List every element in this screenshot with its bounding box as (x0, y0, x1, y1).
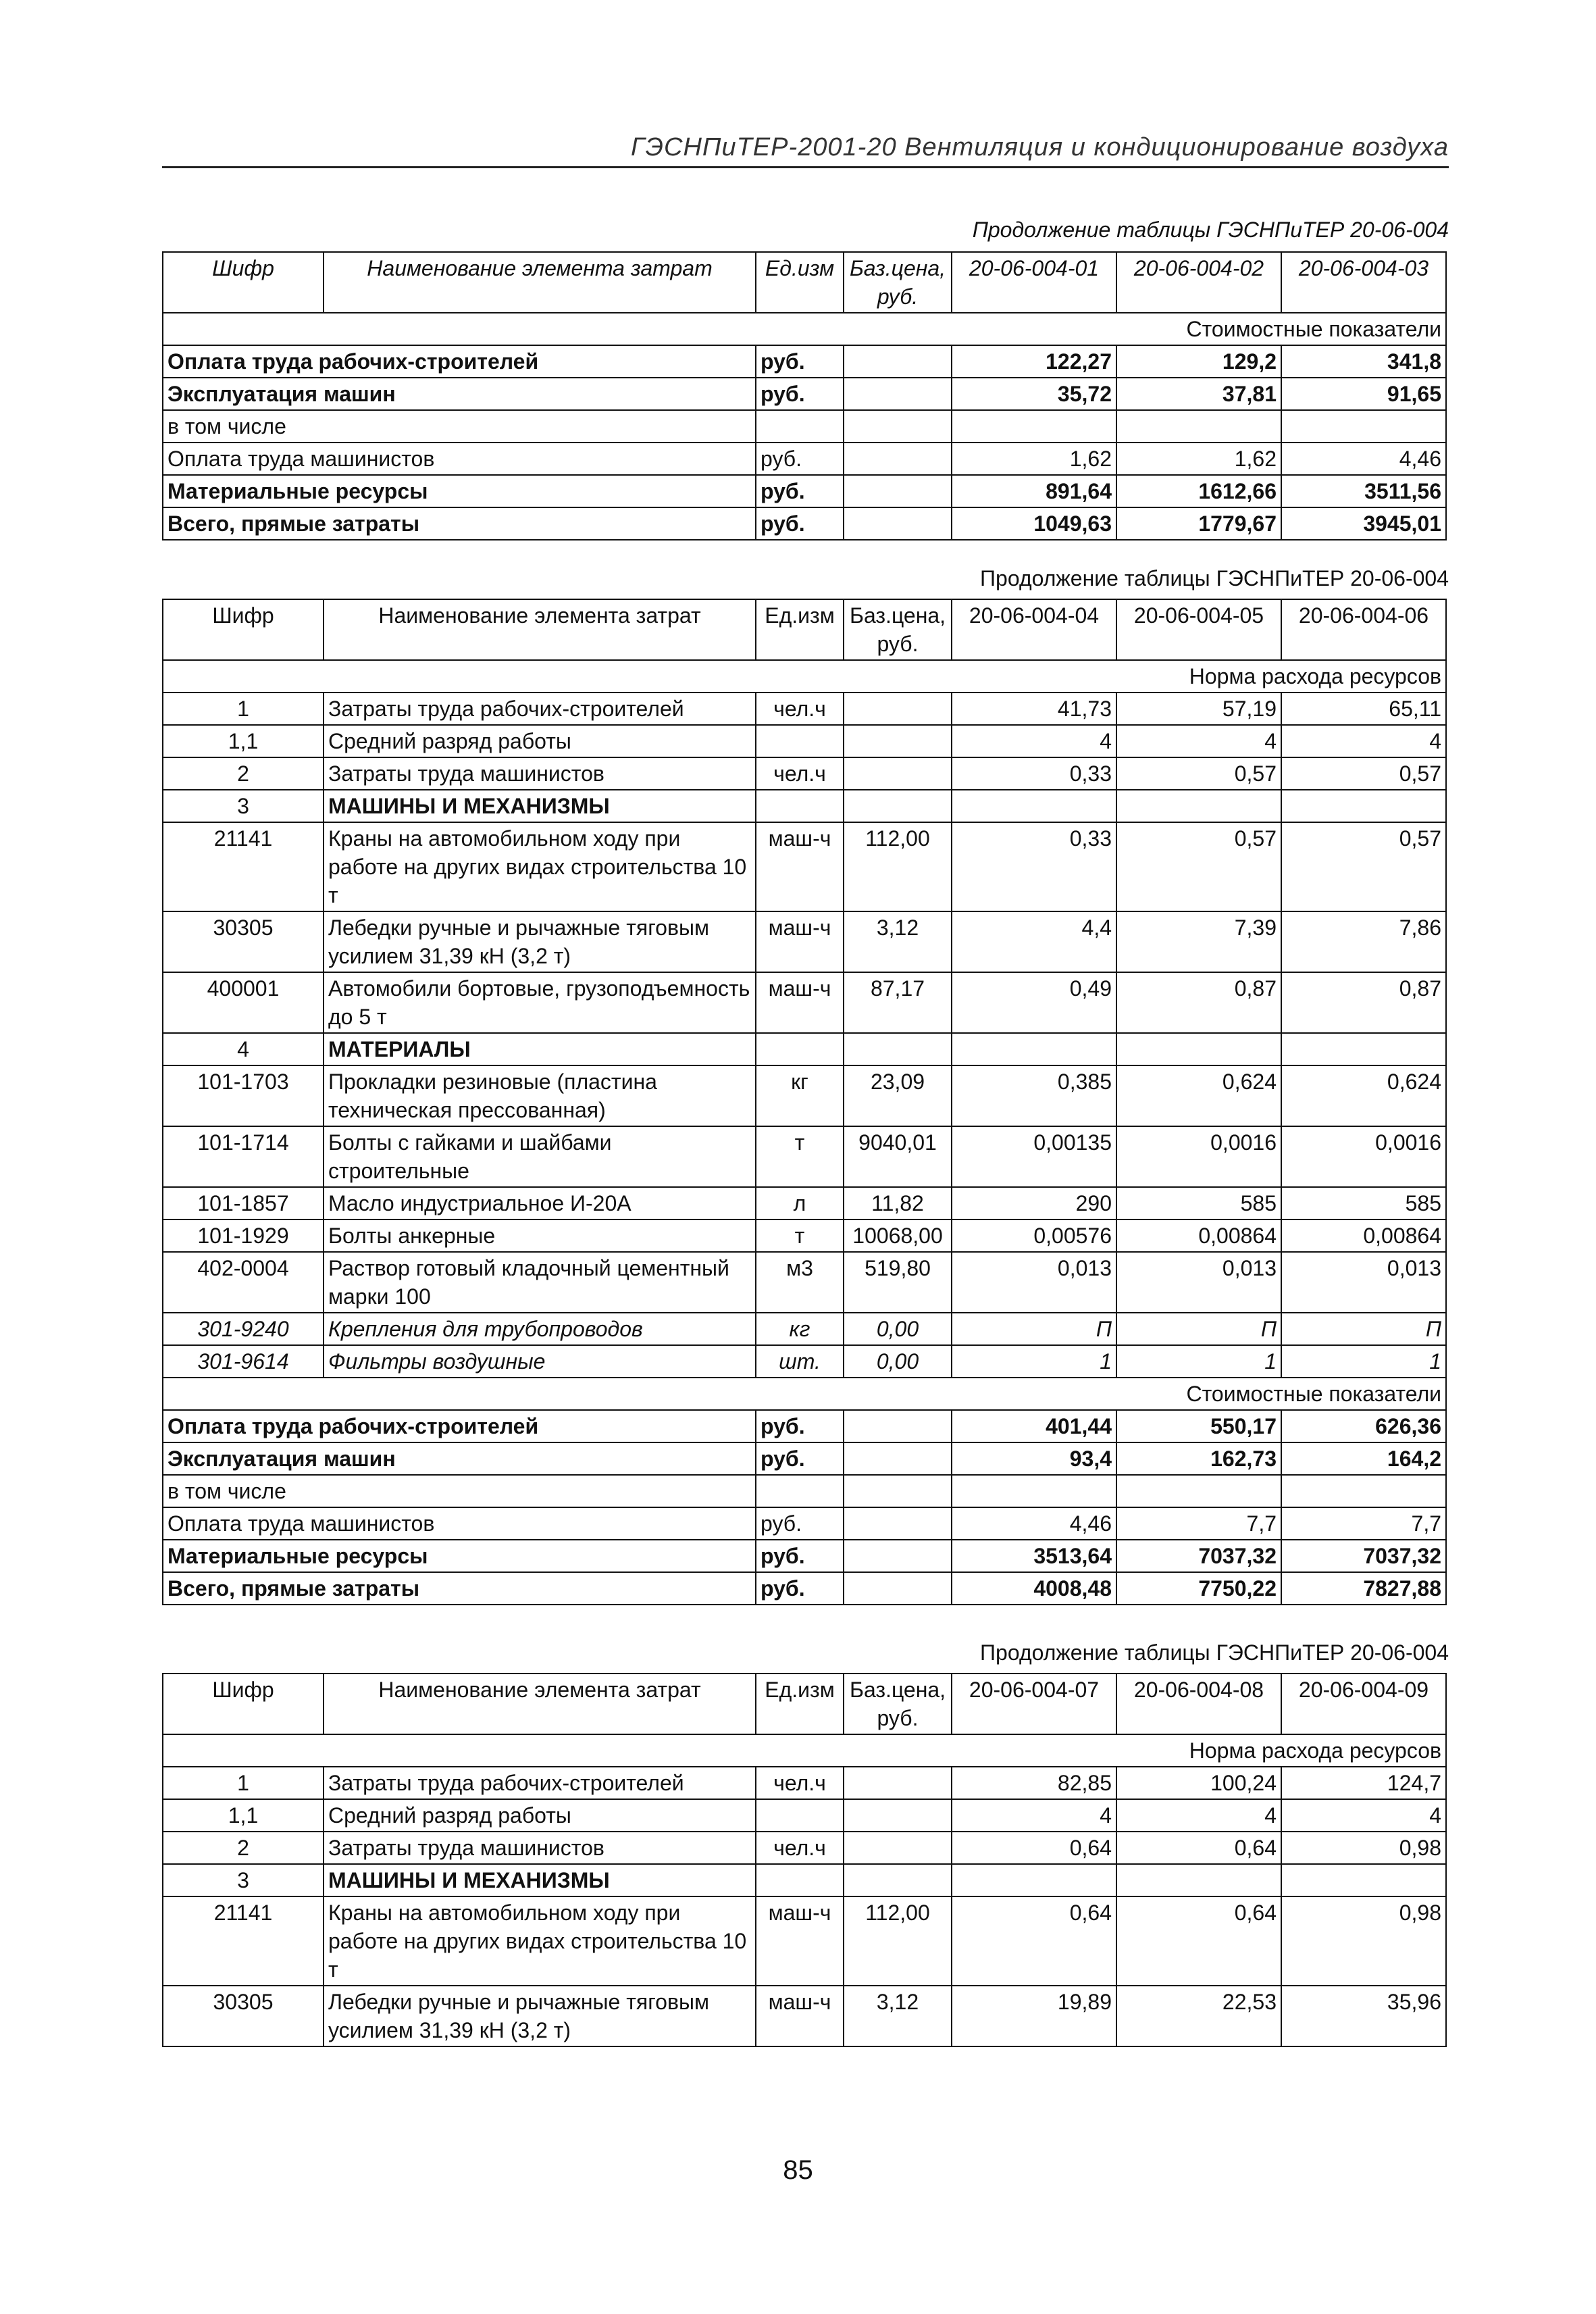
resource-code: 402-0004 (163, 1252, 324, 1313)
cost-unit: руб. (756, 345, 844, 378)
resource-value: 0,013 (952, 1252, 1116, 1313)
resource-unit: чел.ч (756, 1767, 844, 1799)
cost-name: Оплата труда машинистов (163, 443, 756, 475)
cost-price (844, 345, 952, 378)
resource-code: 101-1857 (163, 1187, 324, 1219)
cost-value: 1779,67 (1116, 507, 1281, 540)
cost-unit: руб. (756, 1572, 844, 1605)
header-cell: 20-06-004-01 (952, 252, 1116, 313)
resource-row (163, 1065, 1446, 1126)
cost-row (163, 378, 1446, 410)
resource-value: 0,64 (952, 1832, 1116, 1864)
resource-value: 82,85 (952, 1767, 1116, 1799)
resource-value: 0,57 (1281, 822, 1446, 911)
resource-unit: т (756, 1219, 844, 1252)
resource-value: 0,33 (952, 822, 1116, 911)
resource-value: 0,98 (1281, 1832, 1446, 1864)
resource-row (163, 1864, 1446, 1896)
cost-unit: руб. (756, 378, 844, 410)
cost-row (163, 1475, 1446, 1507)
norm-label: Норма расхода ресурсов (163, 660, 1446, 693)
header-cell: Ед.изм (756, 1674, 844, 1734)
cost-value: 3513,64 (952, 1540, 1116, 1572)
resource-unit: м3 (756, 1252, 844, 1313)
page-number: 85 (783, 2155, 813, 2185)
resource-unit (756, 725, 844, 757)
cost-value: 37,81 (1116, 378, 1281, 410)
header-cell: Ед.изм (756, 599, 844, 660)
resource-row (163, 1219, 1446, 1252)
header-cell: Баз.цена, руб. (844, 1674, 952, 1734)
resource-code: 2 (163, 757, 324, 790)
resource-row (163, 822, 1446, 911)
cost-name: Всего, прямые затраты (163, 507, 756, 540)
resource-value: 0,0016 (1281, 1126, 1446, 1187)
cost-price (844, 443, 952, 475)
cost-value: 891,64 (952, 475, 1116, 507)
resource-unit: шт. (756, 1345, 844, 1378)
resource-name: Средний разряд работы (324, 725, 756, 757)
resource-value: 0,624 (1281, 1065, 1446, 1126)
norm-label: Норма расхода ресурсов (163, 1734, 1446, 1767)
resource-code: 30305 (163, 1986, 324, 2046)
header-cell: 20-06-004-09 (1281, 1674, 1446, 1734)
resource-name: Затраты труда рабочих-строителей (324, 693, 756, 725)
resource-name: Затраты труда машинистов (324, 1832, 756, 1864)
resource-unit (756, 1799, 844, 1832)
resource-unit: кг (756, 1065, 844, 1126)
resource-name: Лебедки ручные и рычажные тяговым усилием 31,39 кН (3,2 т) (324, 1986, 756, 2046)
cost-value: 3945,01 (1281, 507, 1446, 540)
table-header-row (163, 1674, 1446, 1734)
resource-value (1116, 1864, 1281, 1896)
cost-price (844, 1442, 952, 1475)
table2-resources (163, 693, 1446, 1378)
cost-value: 162,73 (1116, 1442, 1281, 1475)
resource-name: Прокладки резиновые (пластина техническая прессованная) (324, 1065, 756, 1126)
resource-name: Средний разряд работы (324, 1799, 756, 1832)
resource-value: 0,00864 (1281, 1219, 1446, 1252)
resource-name: Лебедки ручные и рычажные тяговым усилием 31,39 кН (3,2 т) (324, 911, 756, 972)
resource-code: 21141 (163, 1896, 324, 1986)
cost-value (952, 410, 1116, 443)
cost-value: 91,65 (1281, 378, 1446, 410)
cost-name: в том числе (163, 410, 756, 443)
resource-unit: маш-ч (756, 822, 844, 911)
resource-name: Масло индустриальное И-20А (324, 1187, 756, 1219)
resource-row (163, 1832, 1446, 1864)
resource-value: 4 (952, 1799, 1116, 1832)
resource-row (163, 693, 1446, 725)
running-header (162, 127, 1449, 168)
resource-code: 1 (163, 1767, 324, 1799)
resource-value: 1 (1116, 1345, 1281, 1378)
resource-value: 0,624 (1116, 1065, 1281, 1126)
cost-row (163, 1410, 1446, 1442)
resource-value (952, 1033, 1116, 1065)
cost-unit: руб. (756, 1410, 844, 1442)
resource-price (844, 790, 952, 822)
cost-value: 4,46 (952, 1507, 1116, 1540)
cost-value: 164,2 (1281, 1442, 1446, 1475)
resource-name: Фильтры воздушные (324, 1345, 756, 1378)
cost-value: 626,36 (1281, 1410, 1446, 1442)
resource-row (163, 1187, 1446, 1219)
resource-code: 301-9614 (163, 1345, 324, 1378)
cost-table-1 (162, 251, 1447, 540)
cost-row (163, 1572, 1446, 1605)
cost-value (1281, 410, 1446, 443)
cost-price (844, 1507, 952, 1540)
resource-name: Болты с гайками и шайбами строительные (324, 1126, 756, 1187)
cost-value: 1612,66 (1116, 475, 1281, 507)
resource-value: 0,00576 (952, 1219, 1116, 1252)
resource-value: 0,0016 (1116, 1126, 1281, 1187)
resource-code: 3 (163, 1864, 324, 1896)
resource-row (163, 725, 1446, 757)
resource-code: 101-1703 (163, 1065, 324, 1126)
resource-price (844, 1767, 952, 1799)
cost-value (1116, 1475, 1281, 1507)
table3-resources (163, 1767, 1446, 2046)
resource-unit: т (756, 1126, 844, 1187)
resource-value: 41,73 (952, 693, 1116, 725)
cost-name: Эксплуатация машин (163, 1442, 756, 1475)
cost-name: Оплата труда рабочих-строителей (163, 345, 756, 378)
cost-value: 35,72 (952, 378, 1116, 410)
resource-table-3 (162, 1673, 1447, 2047)
cost-unit: руб. (756, 443, 844, 475)
resource-value (1116, 1033, 1281, 1065)
cost-value: 7,7 (1281, 1507, 1446, 1540)
cost-value: 7750,22 (1116, 1572, 1281, 1605)
resource-name: МАТЕРИАЛЫ (324, 1033, 756, 1065)
section-row (163, 313, 1446, 345)
resource-table-2 (162, 599, 1447, 1605)
cost-price (844, 1410, 952, 1442)
cost-value: 341,8 (1281, 345, 1446, 378)
resource-price: 519,80 (844, 1252, 952, 1313)
cost-unit: руб. (756, 1442, 844, 1475)
resource-value: 57,19 (1116, 693, 1281, 725)
resource-price (844, 693, 952, 725)
resource-value: 35,96 (1281, 1986, 1446, 2046)
resource-value: 65,11 (1281, 693, 1446, 725)
resource-code: 1 (163, 693, 324, 725)
section-row (163, 1378, 1446, 1410)
resource-unit: чел.ч (756, 757, 844, 790)
header-cell: 20-06-004-03 (1281, 252, 1446, 313)
resource-value: 585 (1116, 1187, 1281, 1219)
resource-row (163, 972, 1446, 1033)
resource-row (163, 1252, 1446, 1313)
resource-name: Автомобили бортовые, грузоподъемность до 5 т (324, 972, 756, 1033)
cost-price (844, 410, 952, 443)
resource-code: 30305 (163, 911, 324, 972)
resource-row (163, 1767, 1446, 1799)
resource-name: Затраты труда рабочих-строителей (324, 1767, 756, 1799)
resource-value: 0,49 (952, 972, 1116, 1033)
resource-unit (756, 1864, 844, 1896)
resource-value: 4 (1281, 725, 1446, 757)
resource-price: 112,00 (844, 1896, 952, 1986)
cost-value: 4,46 (1281, 443, 1446, 475)
resource-value: 0,57 (1116, 757, 1281, 790)
running-header-text: ГЭСНПиТЕР-2001-20 Вентиляция и кондиционирование воздуха (630, 133, 1449, 161)
resource-value (952, 790, 1116, 822)
header-cell: Наименование элемента затрат (324, 1674, 756, 1734)
cost-name: в том числе (163, 1475, 756, 1507)
resource-price: 87,17 (844, 972, 952, 1033)
resource-name: Болты анкерные (324, 1219, 756, 1252)
resource-code: 101-1714 (163, 1126, 324, 1187)
cost-name: Материальные ресурсы (163, 475, 756, 507)
resource-value: 7,39 (1116, 911, 1281, 972)
resource-value: 0,57 (1116, 822, 1281, 911)
cost-name: Эксплуатация машин (163, 378, 756, 410)
table1-continuation: Продолжение таблицы ГЭСНПиТЕР 20-06-004 (972, 218, 1449, 242)
resource-value: 0,385 (952, 1065, 1116, 1126)
resource-value (952, 1864, 1116, 1896)
cost-value: 93,4 (952, 1442, 1116, 1475)
resource-price: 3,12 (844, 911, 952, 972)
cost-row (163, 1540, 1446, 1572)
resource-value: 7,86 (1281, 911, 1446, 972)
resource-code: 1,1 (163, 725, 324, 757)
resource-code: 400001 (163, 972, 324, 1033)
resource-row (163, 1033, 1446, 1065)
cost-name: Оплата труда рабочих-строителей (163, 1410, 756, 1442)
resource-value: 0,64 (1116, 1832, 1281, 1864)
resource-value: 4 (1116, 725, 1281, 757)
resource-value: 0,57 (1281, 757, 1446, 790)
resource-value: 22,53 (1116, 1986, 1281, 2046)
resource-value: 4 (952, 725, 1116, 757)
cost-value: 129,2 (1116, 345, 1281, 378)
cost-value: 7037,32 (1281, 1540, 1446, 1572)
cost-value (952, 1475, 1116, 1507)
resource-unit (756, 790, 844, 822)
resource-price (844, 1864, 952, 1896)
resource-price: 10068,00 (844, 1219, 952, 1252)
resource-code: 1,1 (163, 1799, 324, 1832)
header-cell: Ед.изм (756, 252, 844, 313)
resource-value (1281, 790, 1446, 822)
header-cell: 20-06-004-07 (952, 1674, 1116, 1734)
cost-value: 1049,63 (952, 507, 1116, 540)
cost-unit: руб. (756, 1507, 844, 1540)
header-cell: 20-06-004-02 (1116, 252, 1281, 313)
table3-continuation: Продолжение таблицы ГЭСНПиТЕР 20-06-004 (980, 1640, 1449, 1665)
resource-value: 0,013 (1116, 1252, 1281, 1313)
resource-price (844, 1832, 952, 1864)
resource-row (163, 757, 1446, 790)
resource-value: 290 (952, 1187, 1116, 1219)
cost-value: 7827,88 (1281, 1572, 1446, 1605)
cost-name: Всего, прямые затраты (163, 1572, 756, 1605)
header-cell: 20-06-004-05 (1116, 599, 1281, 660)
resource-code: 101-1929 (163, 1219, 324, 1252)
table1-body (163, 345, 1446, 540)
cost-value: 550,17 (1116, 1410, 1281, 1442)
resource-code: 301-9240 (163, 1313, 324, 1345)
resource-unit: чел.ч (756, 1832, 844, 1864)
cost-row (163, 410, 1446, 443)
header-cell: Наименование элемента затрат (324, 252, 756, 313)
resource-row (163, 790, 1446, 822)
resource-value: П (952, 1313, 1116, 1345)
cost-value (1116, 410, 1281, 443)
resource-value: 19,89 (952, 1986, 1116, 2046)
resource-value: 0,64 (1116, 1896, 1281, 1986)
resource-value: 0,33 (952, 757, 1116, 790)
cost-price (844, 1475, 952, 1507)
cost-price (844, 1572, 952, 1605)
cost-value: 7,7 (1116, 1507, 1281, 1540)
cost-value: 401,44 (952, 1410, 1116, 1442)
resource-row (163, 1126, 1446, 1187)
cost-row (163, 1507, 1446, 1540)
resource-unit: маш-ч (756, 911, 844, 972)
resource-value (1281, 1864, 1446, 1896)
resource-value: 4 (1281, 1799, 1446, 1832)
cost-name: Материальные ресурсы (163, 1540, 756, 1572)
resource-price: 0,00 (844, 1345, 952, 1378)
resource-value (1281, 1033, 1446, 1065)
cost-value: 7037,32 (1116, 1540, 1281, 1572)
resource-unit (756, 1033, 844, 1065)
resource-value: 0,87 (1116, 972, 1281, 1033)
resource-row (163, 1313, 1446, 1345)
section-label: Стоимостные показатели (163, 313, 1446, 345)
header-cell: 20-06-004-08 (1116, 1674, 1281, 1734)
resource-price (844, 725, 952, 757)
resource-value (1116, 790, 1281, 822)
resource-price (844, 1799, 952, 1832)
resource-row (163, 911, 1446, 972)
cost-unit: руб. (756, 1540, 844, 1572)
resource-value: 1 (1281, 1345, 1446, 1378)
cost-unit: руб. (756, 507, 844, 540)
table-header-row (163, 252, 1446, 313)
resource-code: 3 (163, 790, 324, 822)
resource-code: 4 (163, 1033, 324, 1065)
resource-value: П (1281, 1313, 1446, 1345)
resource-value: 1 (952, 1345, 1116, 1378)
resource-value: П (1116, 1313, 1281, 1345)
resource-value: 4 (1116, 1799, 1281, 1832)
cost-row (163, 507, 1446, 540)
resource-unit: маш-ч (756, 1986, 844, 2046)
cost-row (163, 475, 1446, 507)
resource-name: МАШИНЫ И МЕХАНИЗМЫ (324, 1864, 756, 1896)
cost-price (844, 378, 952, 410)
header-cell: Баз.цена, руб. (844, 599, 952, 660)
header-cell: Шифр (163, 1674, 324, 1734)
resource-value: 0,64 (952, 1896, 1116, 1986)
header-cell: Шифр (163, 252, 324, 313)
cost-value: 1,62 (952, 443, 1116, 475)
header-cell: 20-06-004-06 (1281, 599, 1446, 660)
resource-code: 2 (163, 1832, 324, 1864)
cost-value: 122,27 (952, 345, 1116, 378)
resource-name: Затраты труда машинистов (324, 757, 756, 790)
resource-row (163, 1986, 1446, 2046)
resource-price: 3,12 (844, 1986, 952, 2046)
resource-value: 0,00864 (1116, 1219, 1281, 1252)
resource-value: 0,013 (1281, 1252, 1446, 1313)
cost-price (844, 507, 952, 540)
resource-unit: маш-ч (756, 1896, 844, 1986)
cost-unit (756, 410, 844, 443)
norm-row (163, 660, 1446, 693)
cost-value: 3511,56 (1281, 475, 1446, 507)
resource-price: 112,00 (844, 822, 952, 911)
resource-price: 23,09 (844, 1065, 952, 1126)
cost-row (163, 345, 1446, 378)
cost-unit (756, 1475, 844, 1507)
table-header-row (163, 599, 1446, 660)
cost-value: 4008,48 (952, 1572, 1116, 1605)
resource-price (844, 1033, 952, 1065)
resource-value: 124,7 (1281, 1767, 1446, 1799)
section-label: Стоимостные показатели (163, 1378, 1446, 1410)
resource-value: 100,24 (1116, 1767, 1281, 1799)
resource-row (163, 1896, 1446, 1986)
resource-value: 585 (1281, 1187, 1446, 1219)
resource-code: 21141 (163, 822, 324, 911)
header-cell: Баз.цена, руб. (844, 252, 952, 313)
norm-row (163, 1734, 1446, 1767)
table2-continuation: Продолжение таблицы ГЭСНПиТЕР 20-06-004 (980, 566, 1449, 590)
resource-name: МАШИНЫ И МЕХАНИЗМЫ (324, 790, 756, 822)
resource-value: 0,87 (1281, 972, 1446, 1033)
table2-costs (163, 1410, 1446, 1605)
resource-value: 4,4 (952, 911, 1116, 972)
resource-value: 0,98 (1281, 1896, 1446, 1986)
cost-value: 1,62 (1116, 443, 1281, 475)
resource-name: Краны на автомобильном ходу при работе на других видах строительства 10 т (324, 1896, 756, 1986)
cost-price (844, 475, 952, 507)
header-cell: Наименование элемента затрат (324, 599, 756, 660)
resource-price: 0,00 (844, 1313, 952, 1345)
resource-unit: кг (756, 1313, 844, 1345)
resource-unit: маш-ч (756, 972, 844, 1033)
cost-row (163, 1442, 1446, 1475)
cost-row (163, 443, 1446, 475)
resource-unit: л (756, 1187, 844, 1219)
resource-row (163, 1345, 1446, 1378)
resource-row (163, 1799, 1446, 1832)
resource-name: Краны на автомобильном ходу при работе на других видах строительства 10 т (324, 822, 756, 911)
resource-price (844, 757, 952, 790)
resource-value: 0,00135 (952, 1126, 1116, 1187)
resource-unit: чел.ч (756, 693, 844, 725)
cost-unit: руб. (756, 475, 844, 507)
header-cell: Шифр (163, 599, 324, 660)
resource-name: Раствор готовый кладочный цементный марки 100 (324, 1252, 756, 1313)
resource-price: 9040,01 (844, 1126, 952, 1187)
cost-value (1281, 1475, 1446, 1507)
resource-price: 11,82 (844, 1187, 952, 1219)
header-cell: 20-06-004-04 (952, 599, 1116, 660)
resource-name: Крепления для трубопроводов (324, 1313, 756, 1345)
cost-name: Оплата труда машинистов (163, 1507, 756, 1540)
cost-price (844, 1540, 952, 1572)
